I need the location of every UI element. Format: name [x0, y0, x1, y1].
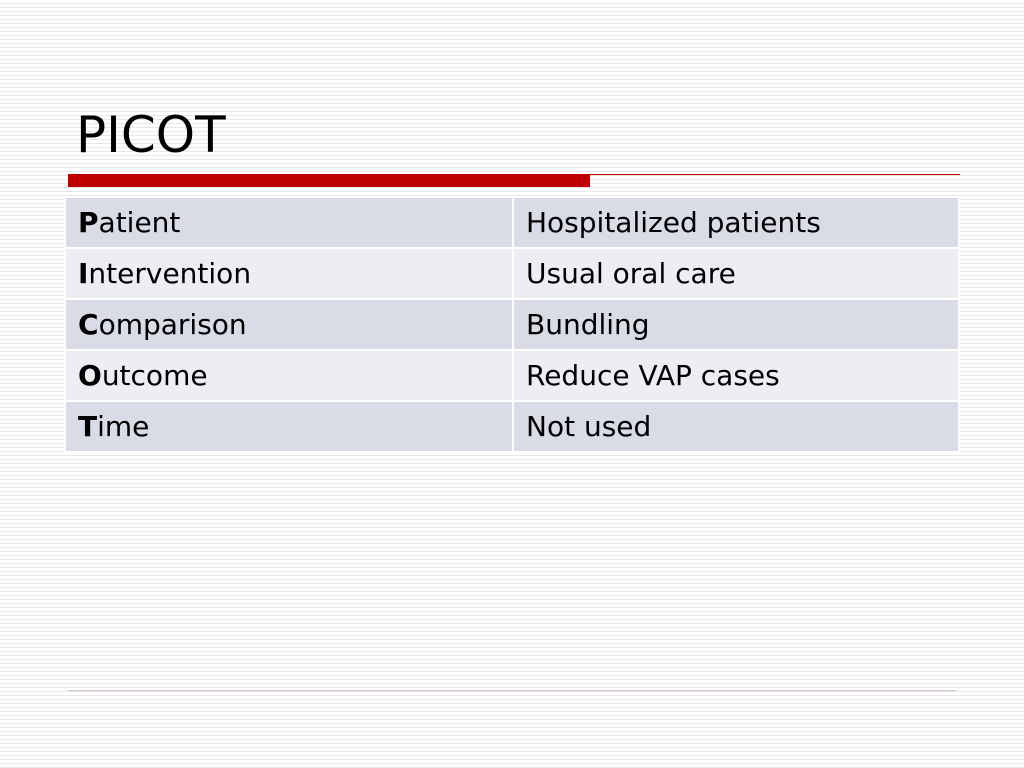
value-cell: Not used [513, 401, 959, 452]
term-rest: utcome [101, 358, 208, 392]
table-row [65, 350, 959, 401]
term-rest: atient [98, 205, 181, 239]
term-cell [65, 401, 513, 452]
term-cell [65, 197, 513, 248]
picot-table [64, 196, 960, 453]
value-cell: Bundling [513, 299, 959, 350]
term-rest: ime [97, 409, 150, 443]
value-cell: Reduce VAP cases [513, 350, 959, 401]
term-initial: T [78, 409, 98, 443]
term-cell [65, 350, 513, 401]
term-rest: ntervention [88, 256, 252, 290]
term-initial: O [78, 358, 102, 392]
table-row [65, 197, 959, 248]
table-row [65, 401, 959, 452]
term-initial: I [78, 256, 89, 290]
term-rest: omparison [98, 307, 247, 341]
term-cell [65, 248, 513, 299]
title-accent-bar [68, 174, 590, 187]
table-row [65, 248, 959, 299]
title-accent-line [590, 174, 960, 175]
term-initial: C [78, 307, 99, 341]
value-cell: Usual oral care [513, 248, 959, 299]
value-cell: Hospitalized patients [513, 197, 959, 248]
footer-divider [68, 690, 956, 691]
term-cell [65, 299, 513, 350]
term-initial: P [78, 205, 99, 239]
table-row [65, 299, 959, 350]
slide-title: PICOT [76, 106, 226, 164]
